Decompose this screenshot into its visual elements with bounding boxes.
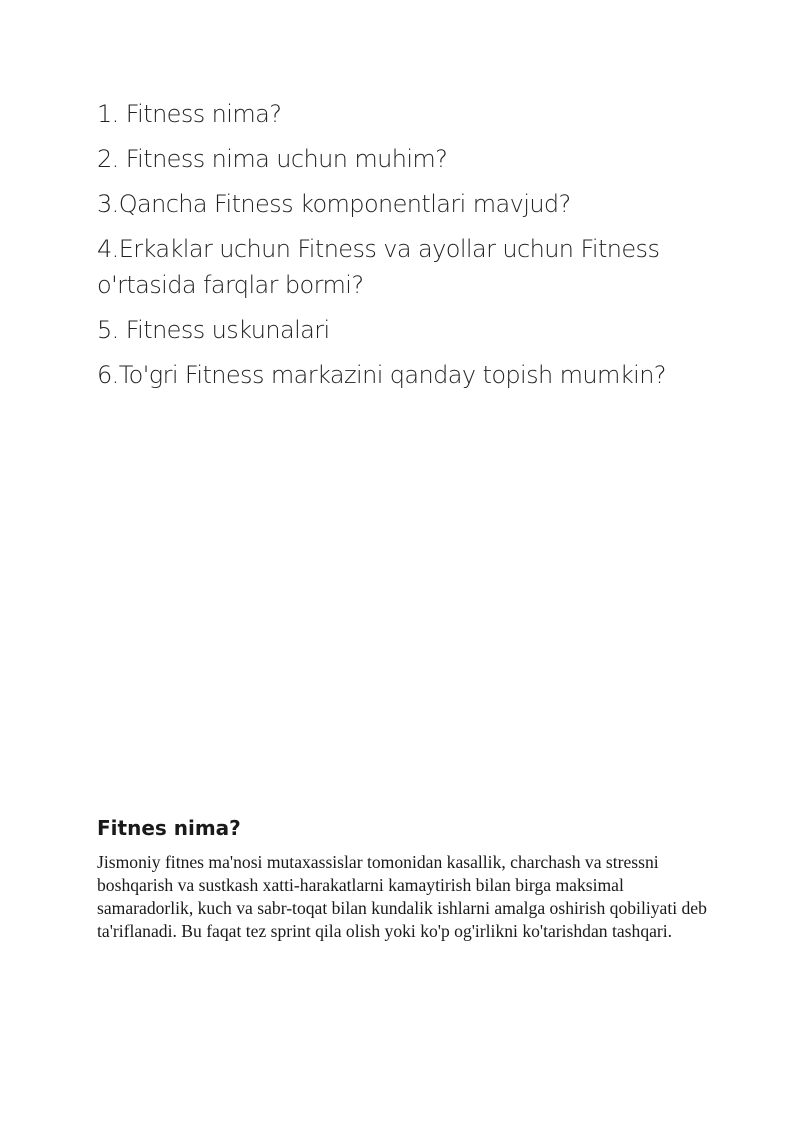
toc-item-3: 3.Qancha Fitness komponentlari mavjud? — [97, 190, 571, 218]
toc-item-4: 4.Erkaklar uchun Fitness va ayollar uchun Fitness o'rtasida farqlar bormi? — [97, 235, 660, 299]
toc-item-2: 2. Fitness nima uchun muhim? — [97, 145, 448, 173]
toc-item-6: 6.To'gri Fitness markazini qanday topish mumkin? — [97, 361, 666, 389]
toc-item-5: 5. Fitness uskunalari — [97, 316, 330, 344]
section-heading: Fitnes nima? — [97, 816, 241, 840]
toc-item-1: 1. Fitness nima? — [97, 100, 282, 128]
table-of-contents — [97, 96, 737, 402]
section-paragraph: Jismoniy fitnes ma'nosi mutaxassislar tomonidan kasallik, charchash va stressni boshqarish va sustkash xatti-harakatlarni kamaytirish bilan birga maksimal samaradorlik, kuch va sabr-toqat bilan kundalik ishlarni amalga oshirish qobiliyati deb ta'riflanadi. Bu faqat tez sprint qila olish yoki ko'p og'irlikni ko'tarishdan tashqari. — [97, 852, 707, 941]
